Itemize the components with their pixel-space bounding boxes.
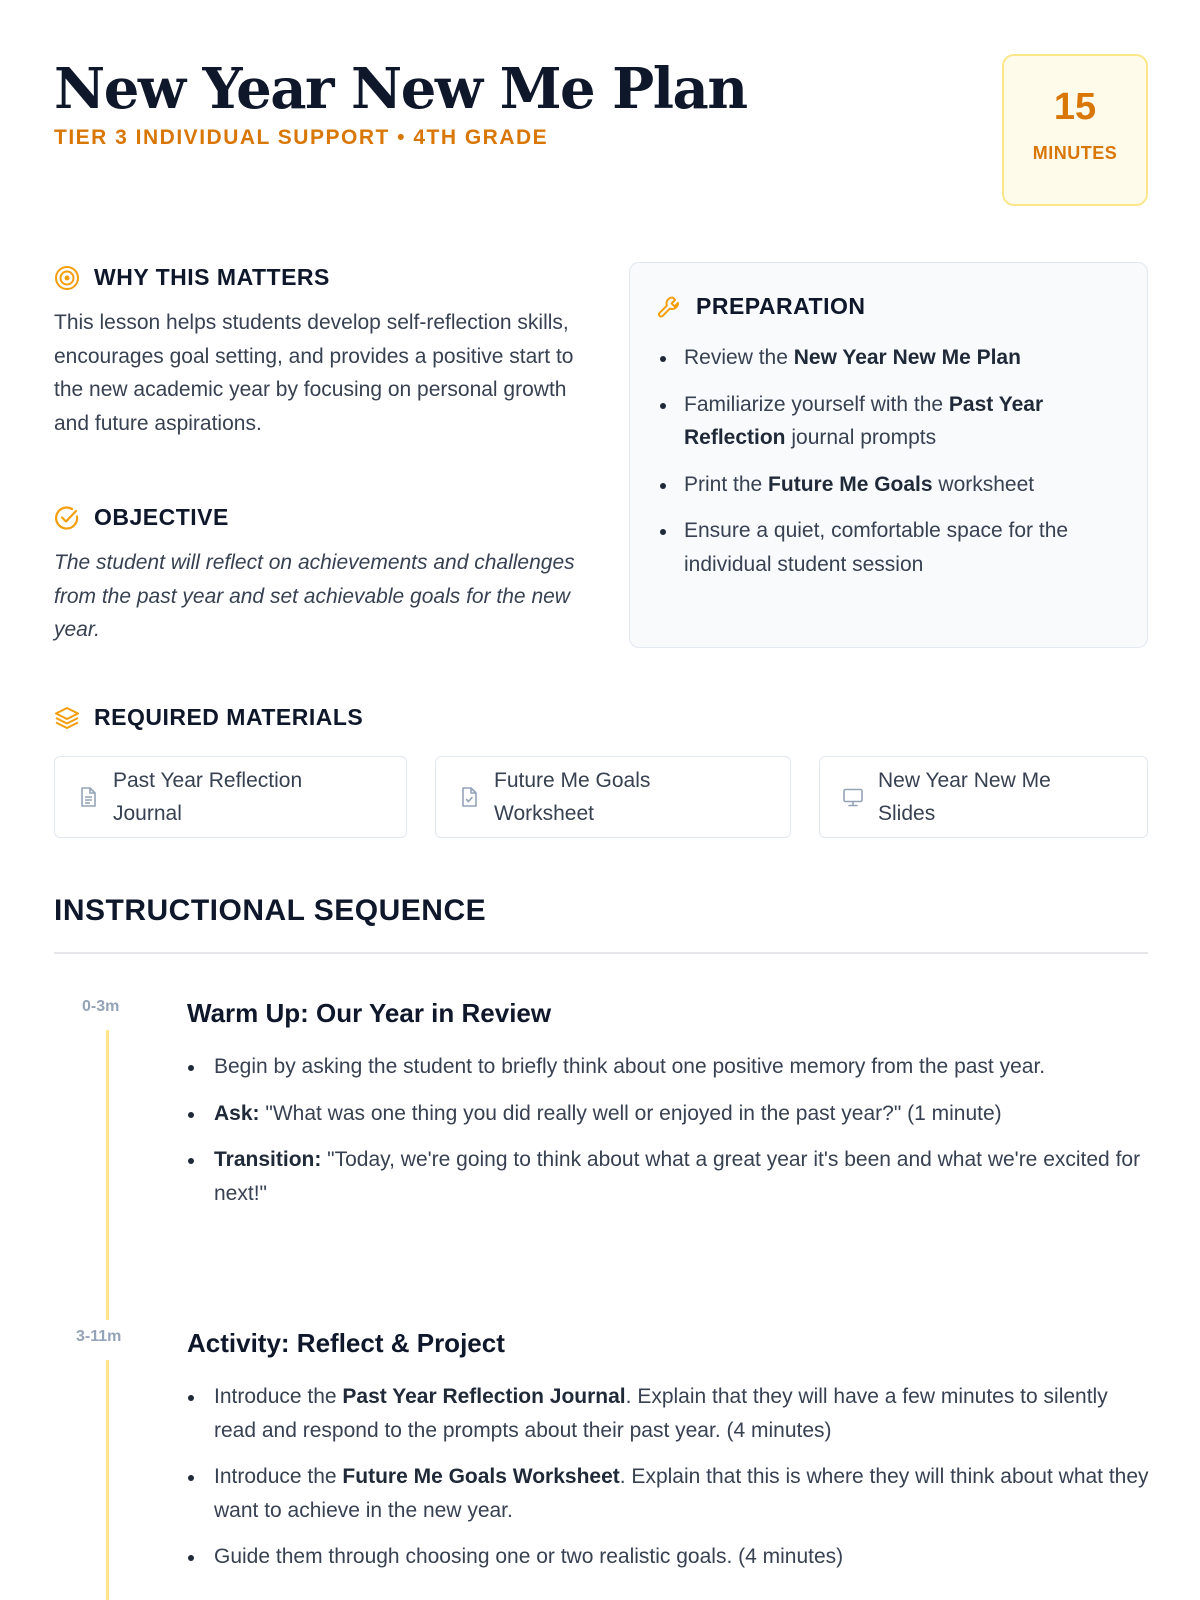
timeline-line [106,1360,109,1600]
step-title: Activity: Reflect & Project [187,1328,505,1358]
page-title: New Year New Me Plan [54,56,747,122]
document-icon [77,786,99,808]
duration-badge [1002,54,1148,206]
list-item: Review the New Year New Me Plan [684,341,1134,375]
preparation-list [684,341,1134,595]
list-item: Begin by asking the student to briefly think about one positive memory from the past year. [214,1050,1154,1084]
why-heading [54,264,330,291]
list-item: Ensure a quiet, comfortable space for the individual student session [684,514,1134,581]
why-text: This lesson helps students develop self-reflection skills, encourages goal setting, and provides a positive start to the new academic year by focusing on personal growth and future aspirations. [54,311,574,435]
preparation-heading-label: PREPARATION [696,293,866,319]
duration-value: 15 [1053,86,1097,128]
material-label: Future Me Goals Worksheet [494,769,651,825]
list-item: Introduce the Past Year Reflection Journal. Explain that they will have a few minutes to silently read and respond to the prompts about their past year. (4 minutes) [214,1380,1154,1447]
step-time-label: 0-3m [82,998,120,1015]
monitor-icon [842,786,864,808]
timeline-line [106,1030,109,1320]
materials-heading [54,704,363,731]
material-card-journal[interactable] [54,756,407,838]
lesson-header [54,56,954,150]
target-icon [54,265,80,291]
material-label: Past Year Reflection Journal [113,769,303,825]
materials-list [54,756,1148,838]
step-time-label: 3-11m [76,1328,122,1345]
objective-heading [54,504,229,531]
list-item: Familiarize yourself with the Past Year Reflection journal prompts [684,388,1134,455]
why-heading-label: WHY THIS MATTERS [94,264,330,290]
list-item: Guide them through choosing one or two realistic goals. (4 minutes) [214,1540,1154,1574]
materials-heading-label: REQUIRED MATERIALS [94,704,364,730]
file-check-icon [458,786,480,808]
sequence-heading: INSTRUCTIONAL SEQUENCE [54,894,487,927]
preparation-card [629,262,1148,648]
material-card-worksheet[interactable] [435,756,791,838]
check-circle-icon [54,505,80,531]
objective-heading-label: OBJECTIVE [94,504,229,530]
list-item: Ask: "What was one thing you did really well or enjoyed in the past year?" (1 minute) [214,1097,1154,1131]
preparation-heading [656,293,866,320]
list-item: Print the Future Me Goals worksheet [684,468,1134,502]
material-card-slides[interactable] [819,756,1148,838]
step-title: Warm Up: Our Year in Review [187,998,552,1028]
list-item: Introduce the Future Me Goals Worksheet. Explain that this is where they will think about what they want to achieve in the new year. [214,1460,1154,1527]
list-item: Transition: "Today, we're going to think about what a great year it's been and what we're excited for next!" [214,1143,1154,1210]
divider [54,952,1148,954]
objective-text: The student will reflect on achievements and challenges from the past year and set achievable goals for the new year. [54,551,575,642]
wrench-icon [656,294,682,320]
page-subtitle: TIER 3 INDIVIDUAL SUPPORT • 4TH GRADE [54,126,549,149]
step-list [214,1050,1154,1223]
duration-unit: MINUTES [1032,143,1118,163]
layers-icon [54,705,80,731]
material-label: New Year New Me Slides [878,769,1051,825]
step-list [214,1380,1154,1587]
